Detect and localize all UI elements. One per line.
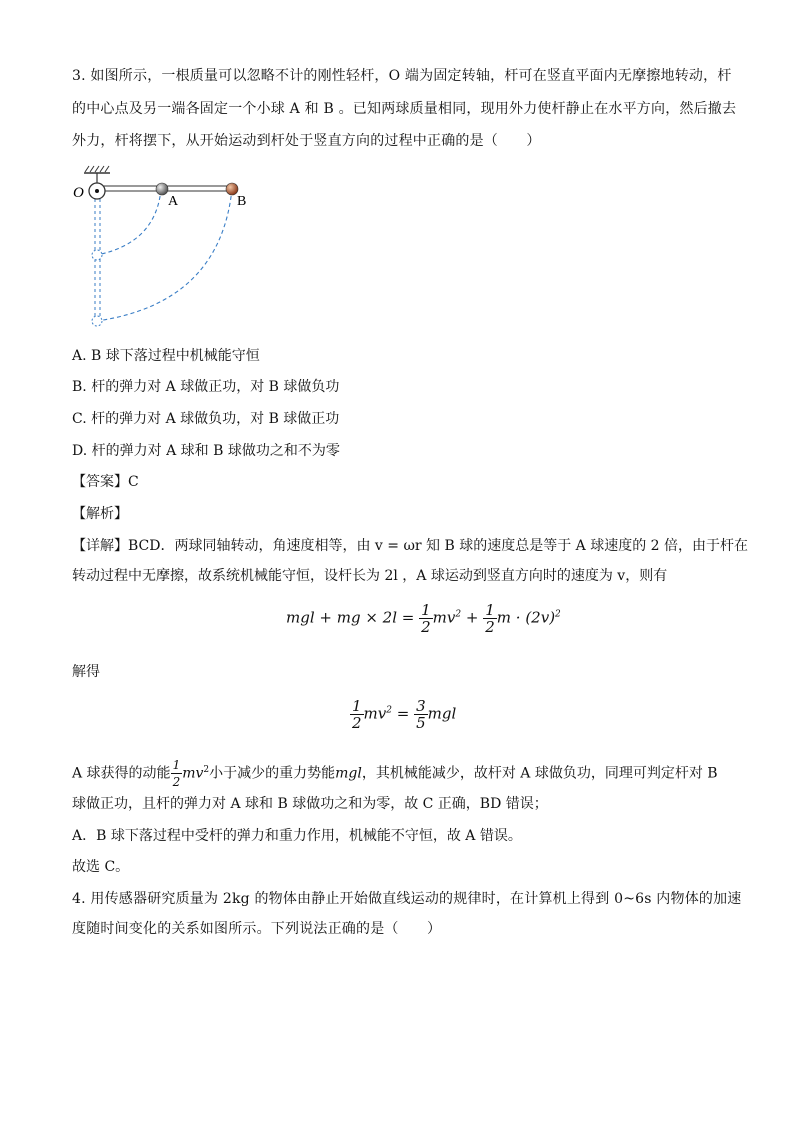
label-b: B	[237, 194, 247, 209]
q4-stem-line-1: 4. 用传感器研究质量为 2kg 的物体由静止开始做直线运动的规律时，在计算机上得到 0~6s 内物体的加速	[72, 891, 742, 907]
detail-line-2: 转动过程中无摩擦，故系统机械能守恒，设杆长为 2l ，A 球运动到竖直方向时的速度为 v，则有	[72, 568, 668, 584]
option-c: C. 杆的弹力对 A 球做负功，对 B 球做正功	[72, 411, 340, 427]
q3-stem-line-2: 的中心点及另一端各固定一个小球 A 和 B 。已知两球质量相同，现用外力使杆静止在水平方向，然后撤去	[72, 101, 737, 117]
eq1-left: mgl + mg × 2l =	[286, 608, 415, 627]
eq2-tail: mgl	[427, 704, 457, 723]
eq1-tail: m · (2v)	[496, 608, 556, 627]
detail-line-5: A．B 球下落过程中受杆的弹力和重力作用，机械能不守恒，故 A 错误。	[72, 828, 522, 844]
fraction-half-3: $\frac{1}{2}$	[352, 697, 362, 732]
detail-line-1	[72, 536, 748, 556]
fraction-three-fifths: $\frac{3}{5}$	[416, 697, 426, 732]
eq1-plus: +	[465, 608, 479, 627]
equation-2: $\frac{1}{2}$ $mv^2$ = $\frac{3}{5}$ mgl	[352, 697, 457, 732]
conclusion: 故选 C。	[72, 859, 130, 875]
fraction-half-1: $\frac{1}{2}$	[421, 601, 431, 636]
q3-stem-line-1: 3. 如图所示，一根质量可以忽略不计的刚性轻杆，O 端为固定转轴，杆可在竖直平面内无摩擦地转动，杆	[72, 68, 732, 84]
detail-text-1: BCD．两球同轴转动，角速度相等，由 v = ωr 知 B 球的速度总是等于 A 球速度的 2 倍，由于杆在	[128, 538, 749, 554]
solve-label: 解得	[72, 664, 100, 680]
detail-line-3: A 球获得的动能 $\frac{1}{2}$ $mv^2$小于减少的重力势能mgl，其机械能减少，故杆对 A 球做负功，同理可判定杆对 B	[72, 758, 718, 789]
detail-tag: 【详解】	[72, 538, 128, 554]
fraction-half-4: $\frac{1}{2}$	[172, 758, 181, 789]
rod-pendulum-figure	[70, 163, 260, 333]
analysis-tag: 【解析】	[72, 506, 128, 522]
option-a: A. B 球下落过程中机械能守恒	[72, 348, 260, 364]
option-d: D. 杆的弹力对 A 球和 B 球做功之和不为零	[72, 443, 340, 459]
detail-line-4: 球做正功，且杆的弹力对 A 球和 B 球做功之和为零，故 C 正确，BD 错误；	[72, 796, 548, 812]
label-a: A	[168, 194, 179, 209]
equation-1: mgl + mg × 2l = $\frac{1}{2}$ $mv^2$ + $\frac{1}{2}$ $m \cdot (2v)^2$	[286, 601, 561, 636]
q3-stem-line-3: 外力，杆将摆下，从开始运动到杆处于竖直方向的过程中正确的是（ ）	[72, 133, 541, 149]
answer-line	[72, 472, 139, 492]
answer-tag: 【答案】	[72, 474, 128, 490]
option-b: B. 杆的弹力对 A 球做正功，对 B 球做负功	[72, 379, 340, 395]
answer-value: C	[128, 474, 139, 490]
q4-stem-line-2: 度随时间变化的关系如图所示。下列说法正确的是（ ）	[72, 921, 442, 937]
label-o: O	[73, 185, 84, 201]
fraction-half-2: $\frac{1}{2}$	[485, 601, 495, 636]
